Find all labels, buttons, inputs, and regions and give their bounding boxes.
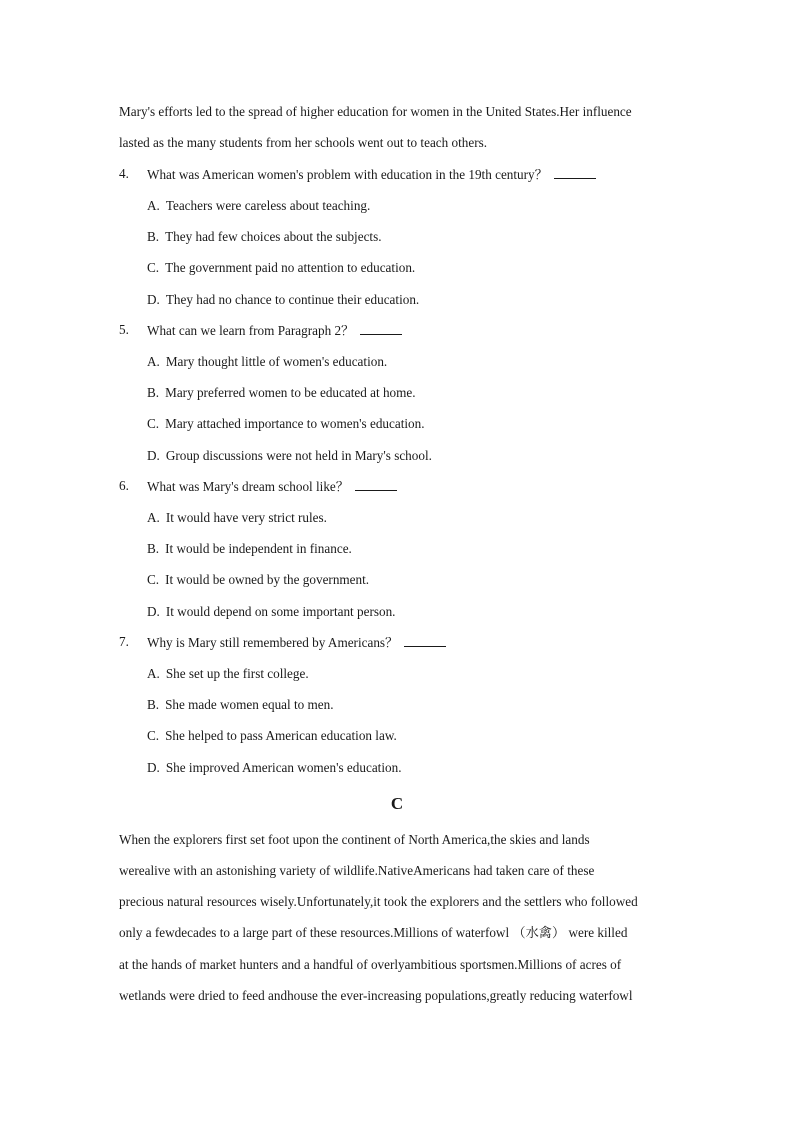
section-title: C [390,794,404,813]
passage-line: precious natural resources wisely.Unfortunately,it took the explorers and the settlers who followed [119,894,638,909]
passage-line: at the hands of market hunters and a handful of overlyambitious sportsmen.Millions of acres of [119,957,622,972]
option-a: A. She set up the first college. [147,666,309,681]
intro-line: lasted as the many students from her schools went out to teach others. [119,135,488,150]
option-b: B. She made women equal to men. [147,697,334,712]
option-c: C. The government paid no attention to education. [147,260,416,275]
option-d: D. They had no chance to continue their education. [147,292,420,307]
passage-line: only a fewdecades to a large part of these resources.Millions of waterfowl （水禽） were killed [119,925,628,940]
option-c: C. She helped to pass American education law. [147,728,397,743]
passage-line: wetlands were dried to feed andhouse the ever-increasing populations,greatly reducing waterfowl [119,988,633,1003]
option-a: A. Mary thought little of women's education. [147,354,388,369]
option-a: A. It would have very strict rules. [147,510,327,525]
question-text: What can we learn from Paragraph 2？ [147,322,402,339]
answer-blank [554,166,596,179]
option-c: C. It would be owned by the government. [147,572,370,587]
answer-blank [404,634,446,647]
option-a: A. Teachers were careless about teaching. [147,198,371,213]
option-b: B. Mary preferred women to be educated at home. [147,385,416,400]
option-c: C. Mary attached importance to women's education. [147,416,425,431]
question-number: 6. [119,478,129,493]
answer-blank [355,478,397,491]
intro-line: Mary's efforts led to the spread of higher education for women in the United States.Her influence [119,104,632,119]
question-text: Why is Mary still remembered by Americans？ [147,634,446,651]
question-number: 4. [119,166,129,181]
option-d: D. It would depend on some important person. [147,604,396,619]
passage-line: When the explorers first set foot upon the continent of North America,the skies and lands [119,832,590,847]
answer-blank [360,322,402,335]
option-d: D. She improved American women's education. [147,760,402,775]
question-number: 7. [119,634,129,649]
passage-line: werealive with an astonishing variety of wildlife.NativeAmericans had taken care of these [119,863,595,878]
question-text: What was American women's problem with education in the 19th century？ [147,166,596,183]
option-b: B. It would be independent in finance. [147,541,352,556]
option-d: D. Group discussions were not held in Mary's school. [147,448,432,463]
option-b: B. They had few choices about the subjects. [147,229,382,244]
question-number: 5. [119,322,129,337]
question-text: What was Mary's dream school like？ [147,478,397,495]
